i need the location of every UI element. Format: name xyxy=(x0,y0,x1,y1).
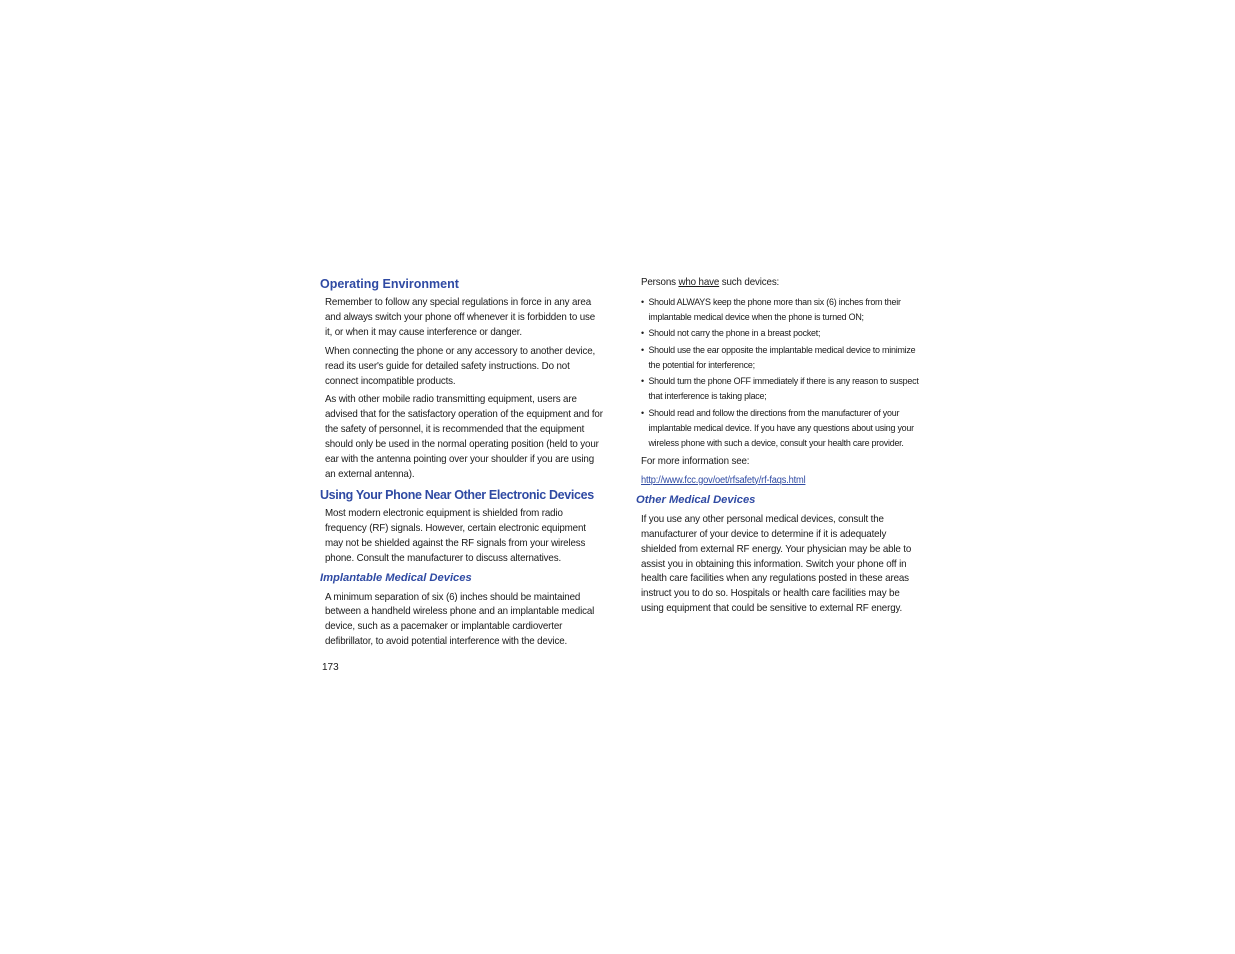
other-medical-devices-paragraph: If you use any other personal medical devices, consult the manufacturer of your device to determine if it is adequately shielded from external RF energy. Your physician may be able to assist you in obtaining this information. Switch your phone off in health care facilities when any regulations posted in these areas instruct you to do so. Hospitals or health care facilities may be using equipment that could be sensitive to external RF energy. xyxy=(641,513,912,615)
electronic-devices-heading: Using Your Phone Near Other Electronic Devices xyxy=(320,487,594,502)
list-item xyxy=(641,343,924,373)
bullet-icon: • xyxy=(641,328,644,340)
persons-intro xyxy=(641,276,919,291)
left-column xyxy=(320,276,612,654)
implant-guidelines-list xyxy=(641,295,926,451)
bullet-icon: • xyxy=(641,407,644,419)
bullet-icon: • xyxy=(641,344,644,356)
persons-underlined: who have xyxy=(678,277,720,288)
list-item xyxy=(641,374,924,404)
persons-prefix: Persons xyxy=(641,277,679,288)
implantable-devices-heading: Implantable Medical Devices xyxy=(320,571,472,584)
fcc-rf-safety-link[interactable]: http://www.fcc.gov/oet/rfsafety/rf-faqs.html xyxy=(641,474,806,486)
electronic-devices-paragraph: Most modern electronic equipment is shielded from radio frequency (RF) signals. However, certain electronic equipment may not be shielded against the RF signals from your wireless phone. Consult the manufacturer to discuss alternatives. xyxy=(325,507,586,564)
list-item xyxy=(641,406,924,451)
list-item-text: Should turn the phone OFF immediately if there is any reason to suspect that interference is taking place; xyxy=(648,376,919,403)
operating-environment-paragraph-1: Remember to follow any special regulations in force in any area and always switch your phone off whenever it is forbidden to use it, or when it may cause interference or danger. xyxy=(325,297,596,338)
operating-environment-paragraph-2: When connecting the phone or any accessory to another device, read its user's guide for detailed safety instructions. Do not connect incompatible products. xyxy=(325,345,596,387)
right-column xyxy=(636,276,926,621)
page-number: 173 xyxy=(322,662,339,673)
list-item-text: Should use the ear opposite the implantable medical device to minimize the potential for interference; xyxy=(648,344,916,371)
list-item-text: Should read and follow the directions from the manufacturer of your implantable medical device. If you have any questions about using your wireless phone with such a device, consult your health care provider. xyxy=(648,407,914,449)
list-item xyxy=(641,295,924,325)
more-info-text: For more information see: xyxy=(641,455,750,467)
implantable-devices-paragraph: A minimum separation of six (6) inches should be maintained between a handheld wireless phone and an implantable medical device, such as a pacemaker or implantable cardioverter defibrillator, to avoid potential interference with the device. xyxy=(325,591,595,648)
bullet-icon: • xyxy=(641,296,644,308)
bullet-icon: • xyxy=(641,376,644,388)
list-item-text: Should ALWAYS keep the phone more than six (6) inches from their implantable medical device when the phone is turned ON; xyxy=(648,296,901,323)
list-item xyxy=(641,326,924,341)
operating-environment-paragraph-3: As with other mobile radio transmitting equipment, users are advised that for the satisfactory operation of the equipment and for the safety of personnel, it is recommended that the equipment should only be used in the normal operating position (held to your ear with the antenna pointing over your shoulder if you are using an external antenna). xyxy=(325,394,603,480)
other-medical-devices-heading: Other Medical Devices xyxy=(636,493,756,506)
list-item-text: Should not carry the phone in a breast pocket; xyxy=(648,328,821,340)
persons-suffix: such devices: xyxy=(719,277,780,288)
operating-environment-heading: Operating Environment xyxy=(320,277,459,291)
